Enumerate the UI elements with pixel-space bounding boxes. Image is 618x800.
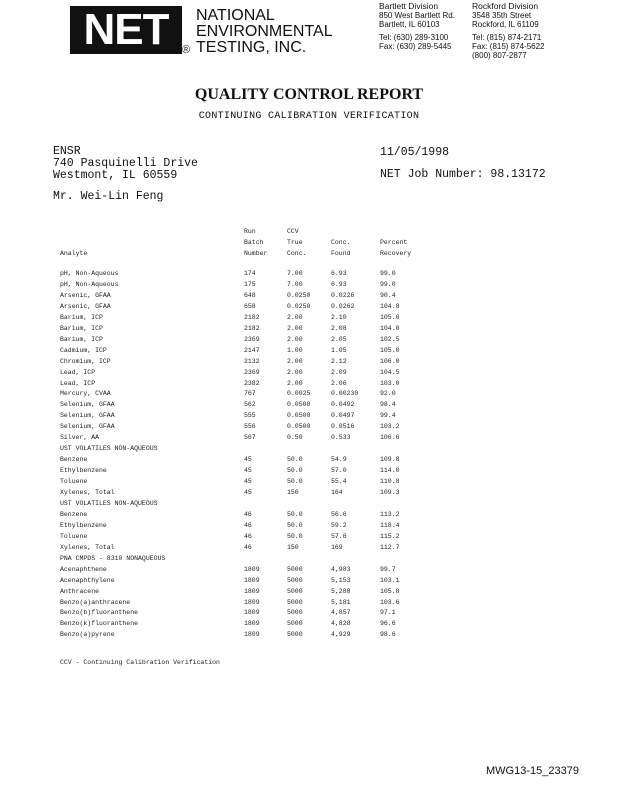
- run-batch-cell: 1809: [244, 631, 260, 639]
- table-row: [0, 544, 618, 555]
- conc-found-cell: 55.4: [331, 478, 347, 486]
- company-name-line-1: NATIONAL: [196, 7, 275, 24]
- header-analyte: Analyte: [60, 250, 88, 257]
- header-percent-recovery: [380, 239, 411, 258]
- true-conc-cell: 2.00: [287, 335, 303, 343]
- percent-recovery-cell: 105.0: [380, 313, 400, 321]
- document-id: MWG13-15_23379: [486, 765, 579, 777]
- run-batch-cell: 46: [244, 543, 252, 551]
- net-logo: NET: [70, 6, 182, 54]
- true-conc-cell: 2.00: [287, 368, 303, 376]
- results-table: [0, 270, 618, 650]
- run-batch-cell: 658: [244, 302, 256, 310]
- header-text: Number: [244, 250, 268, 257]
- run-batch-cell: 2182: [244, 313, 260, 321]
- analyte-cell: Barium, ICP: [60, 335, 103, 343]
- percent-recovery-cell: 99.4: [380, 412, 396, 420]
- table-row: [0, 336, 618, 347]
- table-row: [0, 467, 618, 478]
- conc-found-cell: 0.0226: [331, 291, 355, 299]
- table-row: [0, 303, 618, 314]
- header-run-batch: [244, 228, 267, 258]
- analyte-cell: Anthracene: [60, 587, 100, 595]
- header-text: Found: [331, 250, 351, 257]
- true-conc-cell: 2.00: [287, 357, 303, 365]
- analyte-cell: Toluene: [60, 532, 88, 540]
- true-conc-cell: 5000: [287, 609, 303, 617]
- run-batch-cell: 1809: [244, 598, 260, 606]
- conc-found-cell: 2.08: [331, 324, 347, 332]
- percent-recovery-cell: 106.6: [380, 434, 400, 442]
- table-row: [0, 390, 618, 401]
- true-conc-cell: 0.50: [287, 434, 303, 442]
- conc-found-cell: 57.6: [331, 532, 347, 540]
- table-row: [0, 456, 618, 467]
- conc-found-cell: 54.9: [331, 456, 347, 464]
- company-name-line-3: TESTING, INC.: [196, 39, 307, 56]
- bartlett-line: Tel: (630) 289-3100: [379, 33, 449, 42]
- table-row: [0, 369, 618, 380]
- analyte-cell: Benzo(k)fluoranthene: [60, 620, 139, 628]
- conc-found-cell: 0.0497: [331, 412, 355, 420]
- table-row: [0, 270, 618, 281]
- table-row: [0, 281, 618, 292]
- table-row: [0, 412, 618, 423]
- true-conc-cell: 7.00: [287, 280, 303, 288]
- analyte-cell: Toluene: [60, 478, 88, 486]
- client-street: 740 Pasquinelli Drive: [53, 157, 198, 170]
- percent-recovery-cell: 109.8: [380, 456, 400, 464]
- percent-recovery-cell: 92.0: [380, 390, 396, 398]
- conc-found-cell: 5,181: [331, 598, 351, 606]
- run-batch-cell: 45: [244, 467, 252, 475]
- analyte-cell: Mercury, CVAA: [60, 390, 111, 398]
- true-conc-cell: 0.0025: [287, 390, 311, 398]
- table-row: [0, 434, 618, 445]
- analyte-cell: Chromium, ICP: [60, 357, 111, 365]
- analyte-cell: Benzene: [60, 510, 88, 518]
- analyte-cell: Acenaphthylene: [60, 576, 115, 584]
- analyte-cell: Selenium, GFAA: [60, 401, 115, 409]
- registered-mark: ®: [182, 44, 191, 56]
- run-batch-cell: 1809: [244, 609, 260, 617]
- run-batch-cell: 175: [244, 280, 256, 288]
- table-row: [0, 401, 618, 412]
- true-conc-cell: 50.0: [287, 478, 303, 486]
- run-batch-cell: 562: [244, 401, 256, 409]
- run-batch-cell: 1809: [244, 620, 260, 628]
- true-conc-cell: 50.0: [287, 456, 303, 464]
- true-conc-cell: 50.0: [287, 510, 303, 518]
- percent-recovery-cell: 96.6: [380, 620, 396, 628]
- run-batch-cell: 556: [244, 423, 256, 431]
- section-label: UST VOLATILES NON-AQUEOUS: [60, 445, 158, 453]
- table-row: [0, 314, 618, 325]
- percent-recovery-cell: 110.8: [380, 478, 400, 486]
- client-name: ENSR: [53, 145, 81, 158]
- conc-found-cell: 5,288: [331, 587, 351, 595]
- table-row: [0, 620, 618, 631]
- percent-recovery-cell: 106.0: [380, 357, 400, 365]
- percent-recovery-cell: 97.1: [380, 609, 396, 617]
- rockford-line: Rockford, IL 61109: [472, 20, 539, 29]
- conc-found-cell: 4,828: [331, 620, 351, 628]
- bartlett-division-address: [379, 2, 455, 51]
- true-conc-cell: 5000: [287, 576, 303, 584]
- header-text: Conc.: [287, 250, 307, 257]
- run-batch-cell: 767: [244, 390, 256, 398]
- analyte-cell: Selenium, GFAA: [60, 423, 115, 431]
- analyte-cell: Barium, ICP: [60, 313, 103, 321]
- run-batch-cell: 45: [244, 456, 252, 464]
- analyte-cell: Lead, ICP: [60, 379, 96, 387]
- true-conc-cell: 50.0: [287, 467, 303, 475]
- analyte-cell: Silver, AA: [60, 434, 100, 442]
- section-header: [0, 445, 618, 456]
- conc-found-cell: 0.533: [331, 434, 351, 442]
- table-row: [0, 599, 618, 610]
- run-batch-cell: 2369: [244, 335, 260, 343]
- run-batch-cell: 46: [244, 521, 252, 529]
- conc-found-cell: 2.10: [331, 313, 347, 321]
- percent-recovery-cell: 103.2: [380, 423, 400, 431]
- rockford-line: (800) 807-2877: [472, 51, 527, 60]
- percent-recovery-cell: 103.1: [380, 576, 400, 584]
- table-row: [0, 577, 618, 588]
- percent-recovery-cell: 112.7: [380, 543, 400, 551]
- run-batch-cell: 2132: [244, 357, 260, 365]
- analyte-cell: Xylenes, Total: [60, 543, 115, 551]
- bartlett-line: 850 West Bartlett Rd.: [379, 11, 455, 20]
- table-row: [0, 423, 618, 434]
- percent-recovery-cell: 104.8: [380, 302, 400, 310]
- analyte-cell: pH, Non-Aqueous: [60, 270, 119, 277]
- percent-recovery-cell: 103.6: [380, 598, 400, 606]
- report-subtitle: CONTINUING CALIBRATION VERIFICATION: [198, 111, 420, 122]
- table-row: [0, 511, 618, 522]
- header-text: CCV: [287, 228, 299, 235]
- analyte-cell: Arsenic, GFAA: [60, 291, 111, 299]
- true-conc-cell: 5000: [287, 565, 303, 573]
- run-batch-cell: 2182: [244, 324, 260, 332]
- section-label: PNA CMPDS - 8310 NONAQUEOUS: [60, 554, 166, 562]
- run-batch-cell: 174: [244, 270, 256, 277]
- percent-recovery-cell: 102.5: [380, 335, 400, 343]
- report-title: QUALITY CONTROL REPORT: [194, 86, 424, 103]
- header-text: Recovery: [380, 250, 412, 257]
- percent-recovery-cell: 104.0: [380, 324, 400, 332]
- conc-found-cell: 2.09: [331, 368, 347, 376]
- true-conc-cell: 2.00: [287, 379, 303, 387]
- table-row: [0, 631, 618, 642]
- run-batch-cell: 1809: [244, 587, 260, 595]
- job-number: NET Job Number: 98.13172: [380, 168, 546, 181]
- run-batch-cell: 45: [244, 489, 252, 496]
- true-conc-cell: 0.0500: [287, 423, 311, 431]
- conc-found-cell: 57.0: [331, 467, 347, 475]
- true-conc-cell: 0.0500: [287, 412, 311, 420]
- analyte-cell: Barium, ICP: [60, 324, 103, 332]
- section-label: UST VOLATILES NON-AQUEOUS: [60, 499, 158, 507]
- conc-found-cell: 2.05: [331, 335, 347, 343]
- header-text: Run: [244, 228, 256, 235]
- bartlett-line: Bartlett, IL 60103: [379, 20, 440, 29]
- conc-found-cell: 0.0492: [331, 401, 355, 409]
- true-conc-cell: 50.0: [287, 521, 303, 529]
- percent-recovery-cell: 98.6: [380, 631, 396, 639]
- percent-recovery-cell: 99.0: [380, 270, 396, 277]
- true-conc-cell: 50.0: [287, 532, 303, 540]
- analyte-cell: Lead, ICP: [60, 368, 96, 376]
- bartlett-line: Bartlett Division: [379, 1, 439, 11]
- conc-found-cell: 169: [331, 543, 343, 551]
- conc-found-cell: 6.93: [331, 270, 347, 277]
- table-row: [0, 380, 618, 391]
- run-batch-cell: 648: [244, 291, 256, 299]
- run-batch-cell: 45: [244, 478, 252, 486]
- percent-recovery-cell: 104.5: [380, 368, 400, 376]
- conc-found-cell: 1.05: [331, 346, 347, 354]
- table-row: [0, 533, 618, 544]
- table-row: [0, 588, 618, 599]
- percent-recovery-cell: 118.4: [380, 521, 400, 529]
- true-conc-cell: 5000: [287, 587, 303, 595]
- client-contact: Mr. Wei-Lin Feng: [53, 190, 164, 203]
- true-conc-cell: 2.00: [287, 324, 303, 332]
- table-row: [0, 566, 618, 577]
- table-row: [0, 489, 618, 500]
- conc-found-cell: 0.0516: [331, 423, 355, 431]
- run-batch-cell: 1809: [244, 576, 260, 584]
- percent-recovery-cell: 114.0: [380, 467, 400, 475]
- analyte-cell: Benzene: [60, 456, 88, 464]
- rockford-line: Tel: (815) 874-2171: [472, 33, 542, 42]
- true-conc-cell: 0.0250: [287, 291, 311, 299]
- analyte-cell: pH, Non-Aqueous: [60, 280, 119, 288]
- conc-found-cell: 4,983: [331, 565, 351, 573]
- percent-recovery-cell: 90.4: [380, 291, 396, 299]
- percent-recovery-cell: 103.0: [380, 379, 400, 387]
- analyte-cell: Arsenic, GFAA: [60, 302, 111, 310]
- percent-recovery-cell: 113.2: [380, 510, 400, 518]
- table-row: [0, 292, 618, 303]
- table-row: [0, 478, 618, 489]
- bartlett-line: Fax: (630) 289-5445: [379, 42, 452, 51]
- table-row: [0, 347, 618, 358]
- true-conc-cell: 0.0500: [287, 401, 311, 409]
- percent-recovery-cell: 105.8: [380, 587, 400, 595]
- run-batch-cell: 46: [244, 510, 252, 518]
- footnote: CCV - Continuing Calibration Verification: [60, 659, 220, 666]
- true-conc-cell: 150: [287, 489, 299, 496]
- header-conc-found: [331, 239, 351, 258]
- percent-recovery-cell: 99.0: [380, 280, 396, 288]
- true-conc-cell: 5000: [287, 631, 303, 639]
- conc-found-cell: 5,153: [331, 576, 351, 584]
- percent-recovery-cell: 109.3: [380, 489, 400, 496]
- run-batch-cell: 1809: [244, 565, 260, 573]
- true-conc-cell: 150: [287, 543, 299, 551]
- run-batch-cell: 2147: [244, 346, 260, 354]
- conc-found-cell: 4,857: [331, 609, 351, 617]
- section-header: [0, 500, 618, 511]
- run-batch-cell: 567: [244, 434, 256, 442]
- conc-found-cell: 6.93: [331, 280, 347, 288]
- percent-recovery-cell: 99.7: [380, 565, 396, 573]
- analyte-cell: Selenium, GFAA: [60, 412, 115, 420]
- analyte-cell: Benzo(a)pyrene: [60, 631, 115, 639]
- percent-recovery-cell: 115.2: [380, 532, 400, 540]
- conc-found-cell: 56.6: [331, 510, 347, 518]
- rockford-line: Rockford Division: [472, 1, 539, 11]
- conc-found-cell: 59.2: [331, 521, 347, 529]
- header-text: Batch: [244, 239, 264, 246]
- report-date: 11/05/1998: [380, 146, 450, 159]
- run-batch-cell: 555: [244, 412, 256, 420]
- table-row: [0, 609, 618, 620]
- conc-found-cell: 2.12: [331, 357, 347, 365]
- conc-found-cell: 164: [331, 489, 343, 496]
- header-text: True: [287, 239, 303, 246]
- rockford-line: Fax: (815) 874-5622: [472, 42, 545, 51]
- client-city: Westmont, IL 60559: [53, 169, 178, 182]
- table-row: [0, 325, 618, 336]
- company-name-line-2: ENVIRONMENTAL: [196, 23, 333, 40]
- table-row: [0, 522, 618, 533]
- analyte-cell: Benzo(b)fluoranthene: [60, 609, 139, 617]
- analyte-cell: Acenaphthene: [60, 565, 107, 573]
- analyte-cell: Ethylbenzene: [60, 521, 107, 529]
- true-conc-cell: 5000: [287, 620, 303, 628]
- true-conc-cell: 1.00: [287, 346, 303, 354]
- section-header: [0, 555, 618, 566]
- analyte-cell: Xylenes, Total: [60, 489, 115, 496]
- true-conc-cell: 5000: [287, 598, 303, 606]
- percent-recovery-cell: 98.4: [380, 401, 396, 409]
- conc-found-cell: 0.0262: [331, 302, 355, 310]
- percent-recovery-cell: 105.0: [380, 346, 400, 354]
- rockford-division-address: [472, 2, 545, 60]
- analyte-cell: Cadmium, ICP: [60, 346, 107, 354]
- header-ccv-true: [287, 228, 307, 258]
- true-conc-cell: 0.0250: [287, 302, 311, 310]
- conc-found-cell: 2.06: [331, 379, 347, 387]
- analyte-cell: Benzo(a)anthracene: [60, 598, 131, 606]
- header-text: Conc.: [331, 239, 351, 246]
- run-batch-cell: 46: [244, 532, 252, 540]
- true-conc-cell: 7.00: [287, 270, 303, 277]
- table-row: [0, 358, 618, 369]
- rockford-line: 3548 35th Street: [472, 11, 532, 20]
- header-text: Percent: [380, 239, 408, 246]
- true-conc-cell: 2.00: [287, 313, 303, 321]
- run-batch-cell: 2382: [244, 379, 260, 387]
- conc-found-cell: 0.00230: [331, 390, 359, 398]
- conc-found-cell: 4,929: [331, 631, 351, 639]
- run-batch-cell: 2369: [244, 368, 260, 376]
- analyte-cell: Ethylbenzene: [60, 467, 107, 475]
